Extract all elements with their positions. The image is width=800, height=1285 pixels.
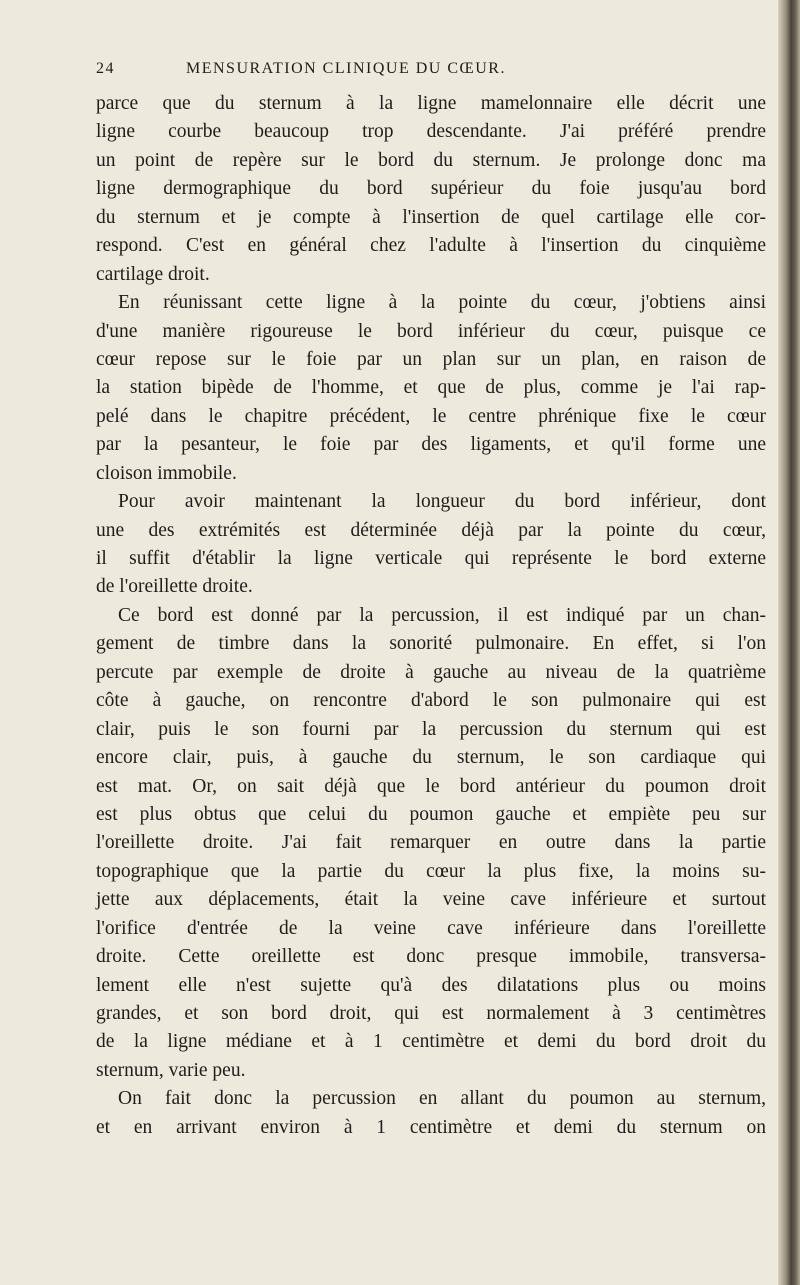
text-line: ligne courbe beaucoup trop descendante. J'ai préféré prendre — [96, 121, 766, 143]
text-line: un point de repère sur le bord du sternum. Je prolonge donc ma — [96, 149, 766, 171]
running-title: MENSURATION CLINIQUE DU CŒUR. — [186, 60, 506, 77]
text-line: clair, puis le son fourni par la percussion du sternum qui est — [96, 718, 766, 740]
text-line: parce que du sternum à la ligne mamelonnaire elle décrit une — [96, 93, 766, 114]
text-line: encore clair, puis, à gauche du sternum, le son cardiaque qui — [96, 747, 766, 769]
text-line: par la pesanteur, le foie par des ligaments, et qu'il forme une — [96, 434, 766, 456]
text-line: jette aux déplacements, était la veine cave inférieure et surtout — [96, 889, 766, 911]
text-line: cartilage droit. — [96, 263, 210, 285]
text-line: une des extrémités est déterminée déjà par la pointe du cœur, — [96, 519, 766, 541]
text-line: est plus obtus que celui du poumon gauche et empiète peu sur — [96, 803, 766, 825]
text-line: il suffit d'établir la ligne verticale qui représente le bord externe — [96, 548, 766, 569]
text-line: cœur repose sur le foie par un plan sur un plan, en raison de — [96, 348, 766, 370]
text-line: pelé dans le chapitre précédent, le centre phrénique fixe le cœur — [96, 405, 766, 427]
text-line: d'une manière rigoureuse le bord inférieur du cœur, puisque ce — [96, 320, 766, 342]
text-line: On fait donc la percussion en allant du poumon au sternum, — [118, 1088, 766, 1110]
text-line: grandes, et son bord droit, qui est normalement à 3 centimètres — [96, 1003, 766, 1024]
text-line: l'oreillette droite. J'ai fait remarquer en outre dans la partie — [96, 832, 766, 854]
text-line: du sternum et je compte à l'insertion de quel cartilage elle cor- — [96, 206, 766, 228]
text-line: topographique que la partie du cœur la plus fixe, la moins su- — [96, 860, 766, 882]
text-line: droite. Cette oreillette est donc presque immobile, transversa- — [96, 946, 766, 968]
text-line: percute par exemple de droite à gauche au niveau de la quatrième — [96, 661, 766, 683]
text-line: sternum, varie peu. — [96, 1059, 246, 1081]
text-line: ligne dermographique du bord supérieur du foie jusqu'au bord — [96, 178, 766, 200]
text-line: gement de timbre dans la sonorité pulmonaire. En effet, si l'on — [96, 633, 766, 655]
text-line: de l'oreillette droite. — [96, 576, 253, 598]
text-line: l'orifice d'entrée de la veine cave inférieure dans l'oreillette — [96, 917, 766, 939]
text-line: côte à gauche, on rencontre d'abord le son pulmonaire qui est — [96, 690, 766, 712]
text-line: En réunissant cette ligne à la pointe du cœur, j'obtiens ainsi — [118, 292, 766, 314]
body-text — [96, 90, 766, 1142]
text-line: de la ligne médiane et à 1 centimètre et demi du bord droit du — [96, 1031, 766, 1053]
book-spine-edge — [778, 0, 800, 1285]
text-line: respond. C'est en général chez l'adulte à l'insertion du cinquième — [96, 235, 766, 257]
text-line: lement elle n'est sujette qu'à des dilatations plus ou moins — [96, 974, 766, 996]
page-number: 24 — [96, 60, 115, 77]
text-line: la station bipède de l'homme, et que de plus, comme je l'ai rap- — [96, 377, 766, 399]
text-line: Ce bord est donné par la percussion, il est indiqué par un chan- — [118, 604, 766, 626]
text-line: Pour avoir maintenant la longueur du bord inférieur, dont — [118, 491, 766, 513]
text-line: est mat. Or, on sait déjà que le bord antérieur du poumon droit — [96, 775, 766, 797]
text-line: cloison immobile. — [96, 462, 237, 484]
text-line: et en arrivant environ à 1 centimètre et demi du sternum on — [96, 1116, 766, 1138]
